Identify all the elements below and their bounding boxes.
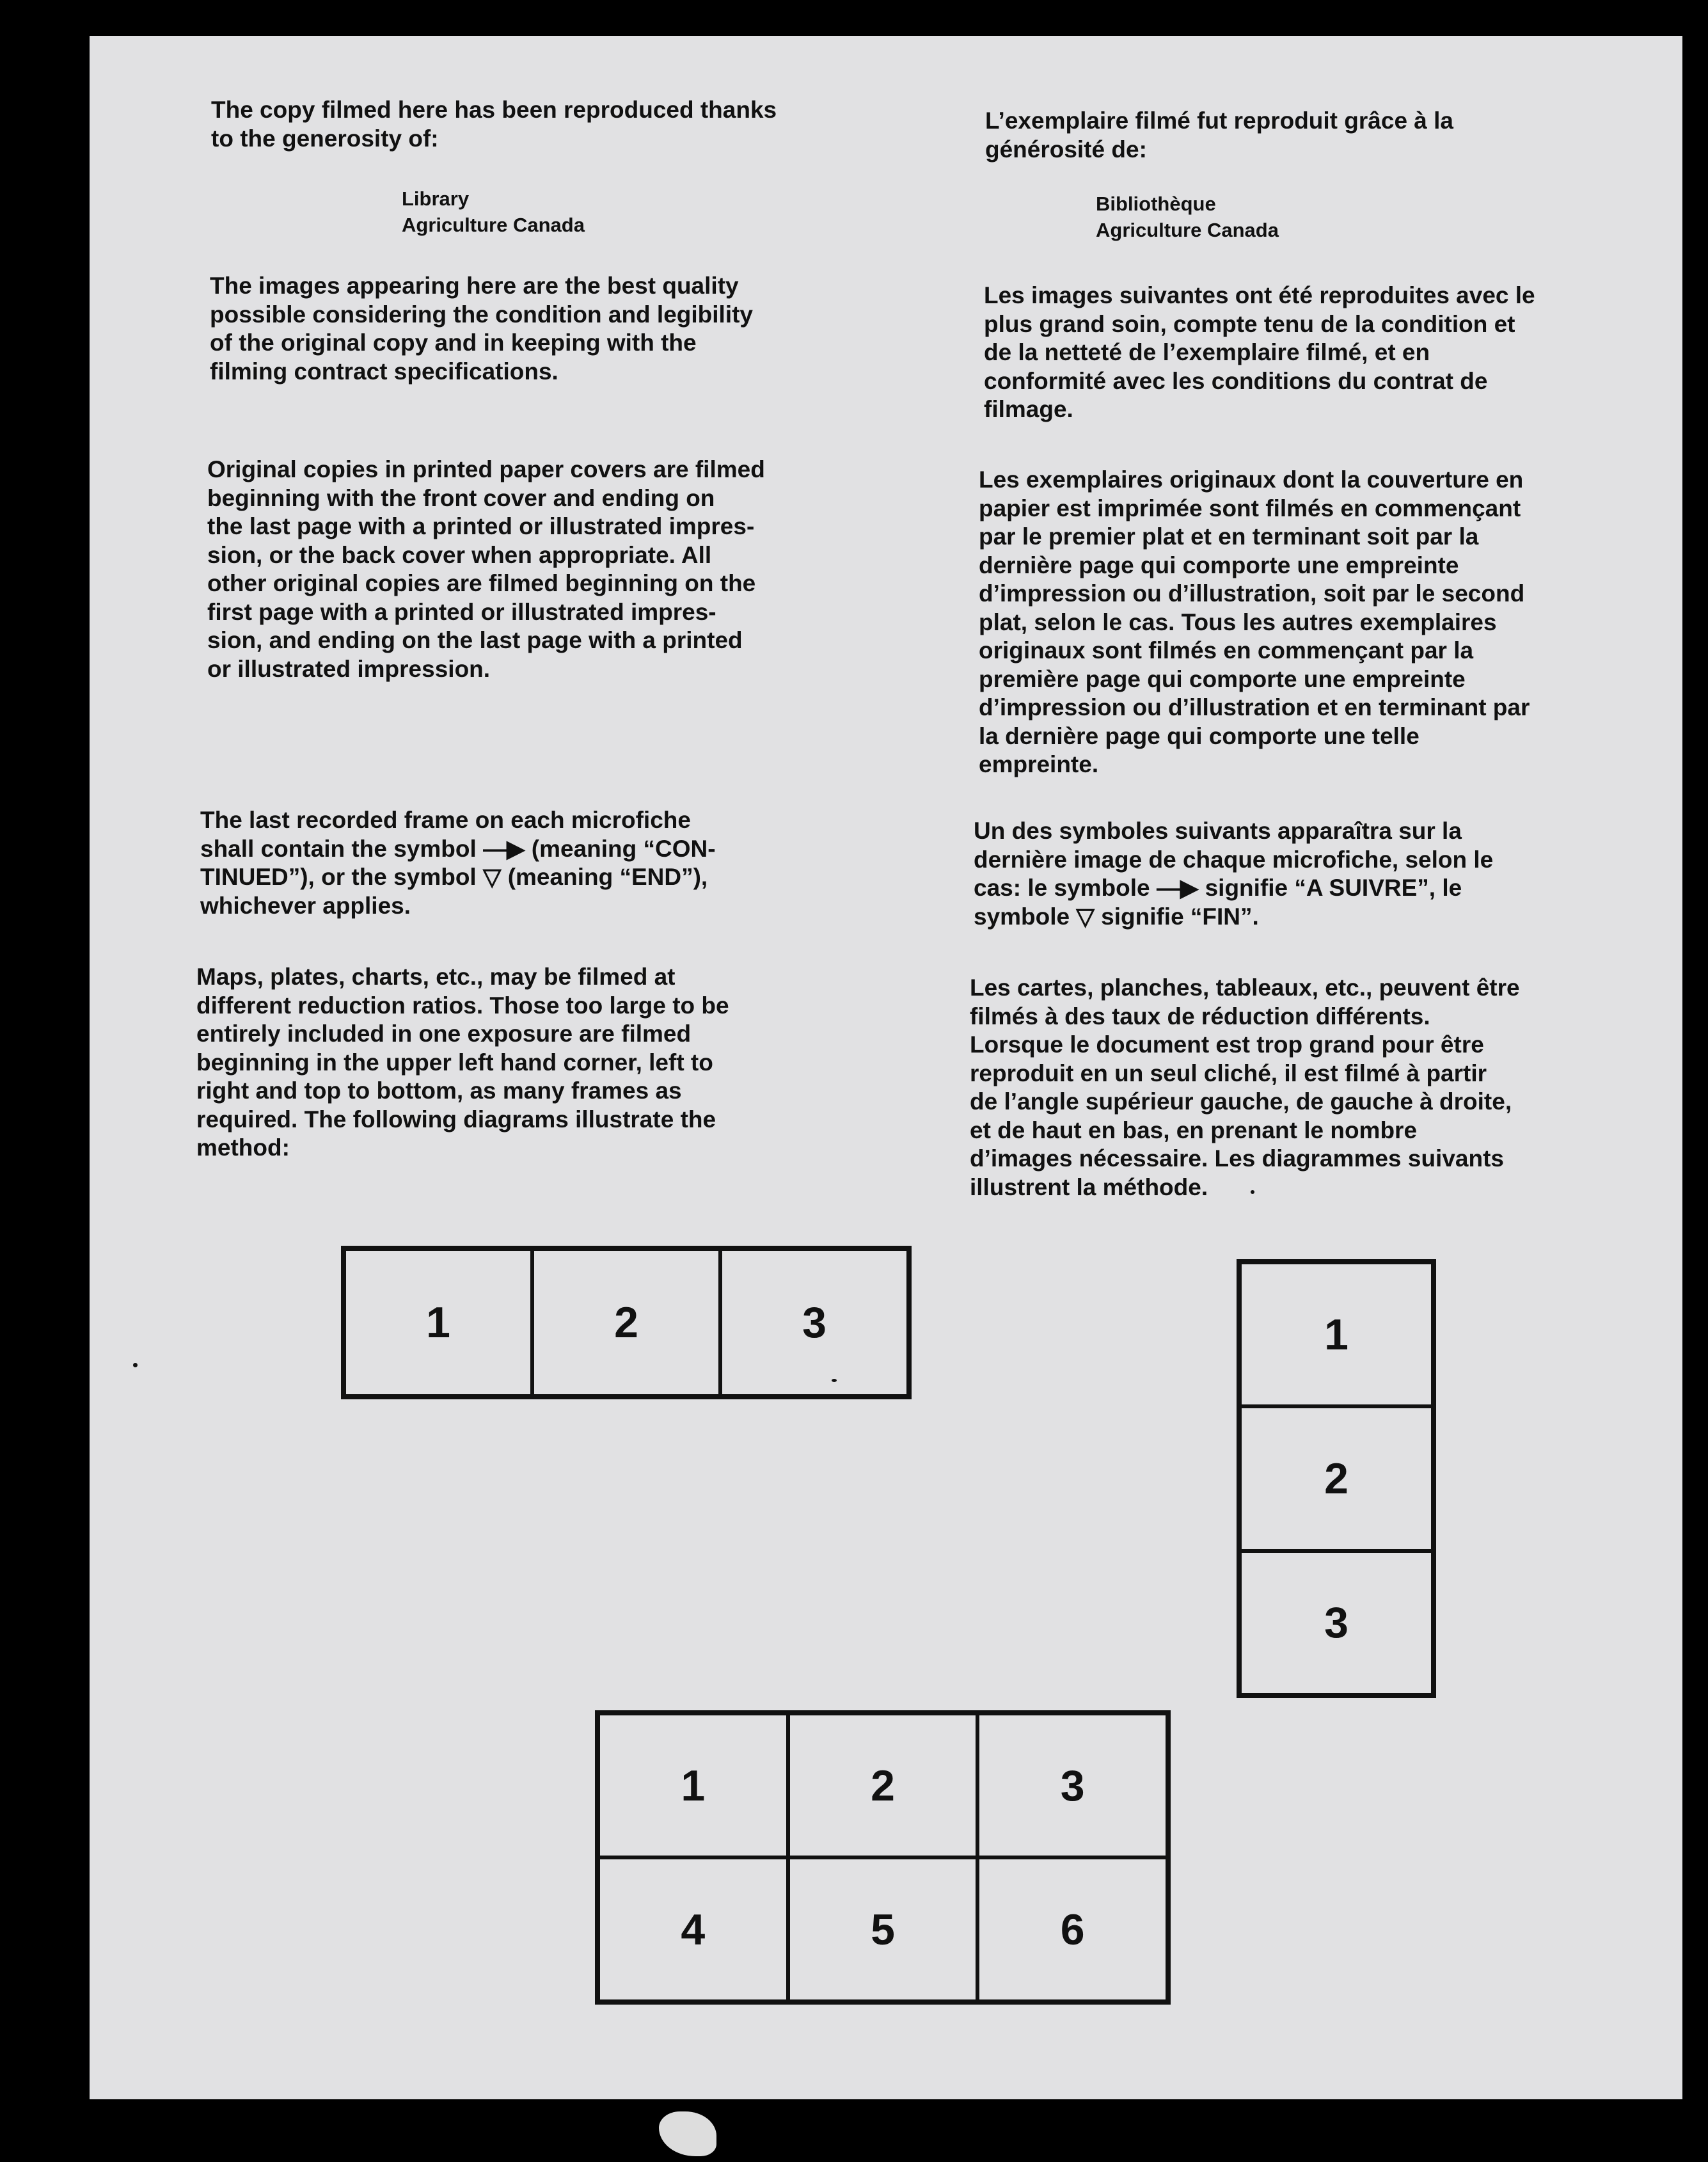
french-quality-paragraph: Les images suivantes ont été reproduites avec le plus grand soin, compte tenu de la condition et de la netteté de l’exemplaire filmé, et en conformité avec les conditions du contrat de filmage. <box>984 282 1535 422</box>
frame-cell: 1 <box>344 1249 532 1396</box>
frame-cell: 2 <box>532 1249 720 1396</box>
english-symbols-paragraph: The last recorded frame on each microfiche shall contain the symbol —▶ (meaning “CON- TINUED”), or the symbol ▽ (meaning “END”), whichever applies. <box>200 807 716 919</box>
french-institution: Bibliothèque Agriculture Canada <box>1096 193 1279 241</box>
diagram-grid-frames <box>595 1710 1171 2005</box>
frame-cell: 1 <box>598 1713 788 1857</box>
french-covers-paragraph: Les exemplaires originaux dont la couverture en papier est imprimée sont filmés en commençant par le premier plat et en terminant soit par la dernière page qui comporte une empreinte d’impression ou d’illustration, soit par le second plat, selon le cas. Tous les autres exemplaires originaux sont filmés en commençant par la première page qui comporte une empreinte d’impression ou d’illustration et en terminant par la dernière page qui comporte une telle empreinte. <box>979 466 1530 777</box>
french-maps-paragraph: Les cartes, planches, tableaux, etc., peuvent être filmés à des taux de réduction différents. Lorsque le document est trop grand pour être reproduit en un seul cliché, il est filmé à partir de l’angle supérieur gauche, de gauche à droite, et de haut en bas, en prenant le nombre d’images nécessaire. Les diagrammes suivants illustrent la méthode. <box>970 974 1520 1200</box>
scan-speck <box>1251 1190 1254 1194</box>
frame-cell: 6 <box>977 1857 1167 2001</box>
frame-cell: 3 <box>720 1249 908 1396</box>
frame-cell: 2 <box>1240 1406 1433 1550</box>
diagram-horizontal-frames <box>341 1246 912 1399</box>
english-institution: Library Agriculture Canada <box>402 187 585 236</box>
english-maps-paragraph: Maps, plates, charts, etc., may be filmed at different reduction ratios. Those too large to be entirely included in one exposure are filmed beginning in the upper left hand corner, left to right and top to bottom, as many frames as required. The following diagrams illustrate the method: <box>196 964 729 1161</box>
english-covers-paragraph: Original copies in printed paper covers are filmed beginning with the front cover and ending on the last page with a printed or illustrated impres- sion, or the back cover when appropriate. All other original copies are filmed beginning on the first page with a printed or illustrated impres- sion, and ending on the last page with a printed or illustrated impression. <box>207 456 765 682</box>
frame-cell: 1 <box>1240 1262 1433 1406</box>
french-symbols-paragraph: Un des symboles suivants apparaîtra sur la dernière image de chaque microfiche, selon le cas: le symbole —▶ signifie “A SUIVRE”, le symbole ▽ signifie “FIN”. <box>974 818 1494 930</box>
frame-cell: 2 <box>788 1713 978 1857</box>
frame-cell: 3 <box>977 1713 1167 1857</box>
diagram-vertical-frames <box>1237 1259 1436 1698</box>
english-quality-paragraph: The images appearing here are the best quality possible considering the condition and legibility of the original copy and in keeping with the filming contract specifications. <box>210 273 754 385</box>
scan-speck <box>133 1363 138 1367</box>
frame-cell: 3 <box>1240 1551 1433 1695</box>
frame-cell: 5 <box>788 1857 978 2001</box>
scan-blot <box>659 2111 716 2156</box>
scan-speck <box>832 1379 837 1382</box>
french-credit-intro: L’exemplaire filmé fut reproduit grâce à la générosité de: <box>985 107 1454 163</box>
english-credit-intro: The copy filmed here has been reproduced thanks to the generosity of: <box>211 97 777 152</box>
frame-cell: 4 <box>598 1857 788 2001</box>
